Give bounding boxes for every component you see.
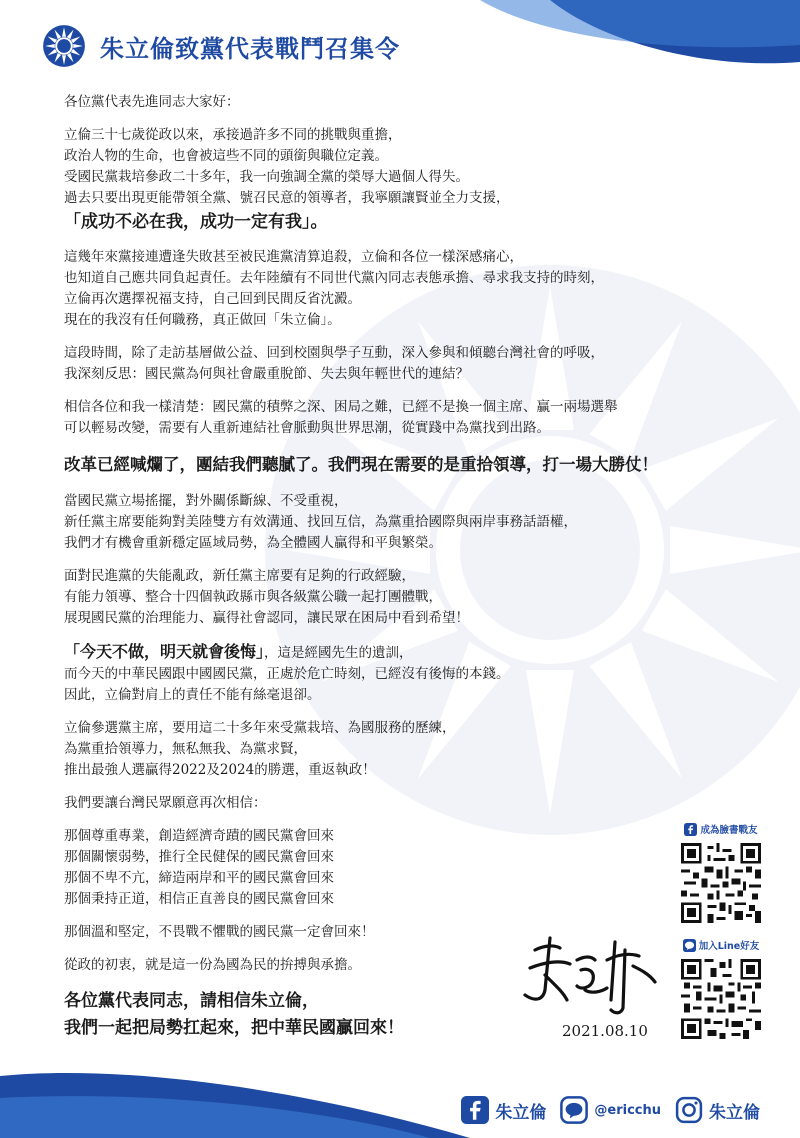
- header-wave-decoration: [440, 0, 800, 70]
- facebook-qr-label: 成為臉書戰友: [700, 825, 758, 836]
- paragraph-2: 這幾年來黨接連遭逢失敗甚至被民進黨清算追殺，立倫和各位一樣深感痛心， 也知道自己應共同負起責任。去年陸續有不同世代黨內同志表態承擔、尋求我支持的時刻， 立倫再次選擇祝福支持，自己回到民間反省沈澱。 現在的我沒有任何職務，真正做回「朱立倫」。: [64, 249, 604, 328]
- facebook-icon: [461, 1096, 489, 1124]
- footer-instagram-name: 朱立倫: [709, 1102, 760, 1123]
- handwritten-signature: [515, 930, 665, 1020]
- letter-date: 2021.08.10: [562, 1022, 648, 1040]
- footer-facebook-name: 朱立倫: [495, 1102, 547, 1123]
- kmt-emblem-icon: [42, 24, 86, 68]
- paragraph-4: 相信各位和我一樣清楚：國民黨的積弊之深、困局之難，已經不是換一個主席、贏一兩場選舉 可以輕易改變，需要有人重新連結社會脈動與世界思潮，從實踐中為黨找到出路。: [64, 399, 618, 436]
- closing-call: 各位黨代表同志，請相信朱立倫， 我們一起把局勢扛起來，把中華民國贏回來！: [64, 991, 404, 1038]
- paragraph-11: 那個溫和堅定，不畏戰不懼戰的國民黨一定會回來！: [64, 924, 375, 940]
- paragraph-8: 立倫參選黨主席，要用這二十多年來受黨栽培、為國服務的歷練， 為黨重拾領導力，無私無我、為黨求賢， 推出最強人選贏得2022及2024的勝選，重返執政！: [64, 720, 456, 778]
- line-icon: [683, 939, 696, 952]
- paragraph-10: 那個尊重專業，創造經濟奇蹟的國民黨會回來 那個關懷弱勢，推行全民健保的國民黨會回來 那個不卑不亢，締造兩岸和平的國民黨會回來 那個秉持正道，相信正直善良的國民黨會回來: [64, 828, 334, 907]
- letter-body: [64, 92, 704, 1042]
- line-icon: [560, 1096, 588, 1124]
- footer-line-link[interactable]: [560, 1096, 661, 1124]
- footer-line-id: @ericchu: [594, 1102, 661, 1118]
- paragraph-7: 「今天不做，明天就會後悔」，這是經國先生的遺訓， 而今天的中華民國跟中國國民黨，正處於危亡時刻，已經沒有後悔的本錢。 因此，立倫對肩上的責任不能有絲毫退卻。: [64, 642, 510, 703]
- line-qr-block: [676, 938, 766, 1046]
- greeting: 各位黨代表先進同志大家好：: [64, 94, 240, 110]
- slogan-success: 「成功不必在我，成功一定有我」。: [64, 212, 328, 232]
- paragraph-1: 立倫三十七歲從政以來，承接過許多不同的挑戰與重擔， 政治人物的生命，也會被這些不同的頭銜與職位定義。 受國民黨栽培參政二十多年，我一向強調全黨的榮辱大過個人得失。 過去只要出現更能帶領全黨、號召民意的領導者，我寧願讓賢並全力支援， 「成功不必在我，成功一定有我」。: [64, 125, 704, 235]
- footer-wave-decoration: [0, 1068, 470, 1138]
- headline-statement: 改革已經喊爛了，團結我們聽膩了。我們現在需要的是重拾領導，打一場大勝仗！: [64, 455, 658, 474]
- paragraph-9: 我們要讓台灣民眾願意再次相信：: [64, 795, 267, 811]
- page-title: 朱立倫致黨代表戰鬥召集令: [100, 34, 400, 63]
- footer-facebook-link[interactable]: [461, 1096, 546, 1124]
- facebook-icon: [684, 823, 697, 836]
- paragraph-12: 從政的初衷，就是這一份為國為民的拚搏與承擔。: [64, 957, 361, 973]
- facebook-qr-block: [676, 822, 766, 930]
- page-header: [42, 22, 400, 70]
- line-qr-code[interactable]: [678, 956, 764, 1042]
- social-footer: [447, 1096, 760, 1124]
- paragraph-5: 當國民黨立場搖擺，對外關係斷線、不受重視， 新任黨主席要能夠對美陸雙方有效溝通、找回互信，為黨重拾國際與兩岸事務話語權， 我們才有機會重新穩定區域局勢，為全體國人贏得和平與繁榮。: [64, 493, 577, 551]
- quote-today: 「今天不做，明天就會後悔」: [64, 642, 265, 661]
- line-qr-label: 加入Line好友: [698, 941, 760, 952]
- instagram-icon: [675, 1096, 703, 1124]
- paragraph-6: 面對民進黨的失能亂政，新任黨主席要有足夠的行政經驗， 有能力領導、整合十四個執政縣市與各級黨公職一起打團體戰， 展現國民黨的治理能力、贏得社會認同，讓民眾在困局中看到希望！: [64, 568, 469, 626]
- paragraph-3: 這段時間，除了走訪基層做公益、回到校園與學子互動，深入參與和傾聽台灣社會的呼吸， 我深刻反思：國民黨為何與社會嚴重脫節、失去與年輕世代的連結？: [64, 345, 604, 382]
- facebook-qr-code[interactable]: [678, 840, 764, 926]
- footer-instagram-link[interactable]: [675, 1096, 760, 1124]
